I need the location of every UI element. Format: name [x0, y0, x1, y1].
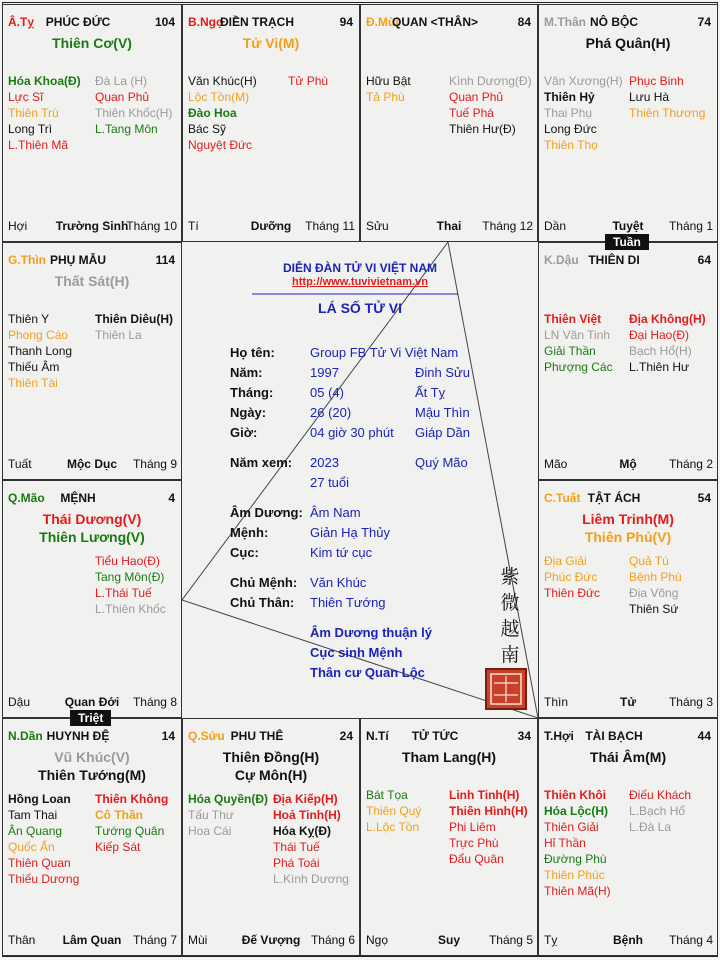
- main-star: Tử Vi(M): [242, 35, 300, 51]
- palace-age: 54: [697, 491, 711, 505]
- palace-month: Tháng 12: [482, 219, 533, 233]
- minor-star: Đại Hao(Đ): [629, 328, 690, 342]
- main-star: Thiên Cơ(V): [52, 35, 132, 51]
- main-stars: [3, 272, 181, 290]
- minor-star: Quan Phủ: [95, 90, 150, 104]
- palace-name: TỬ TỨC: [411, 729, 459, 743]
- main-star: Liêm Trinh(M): [582, 511, 674, 527]
- minor-star: Tuế Phá: [449, 106, 494, 120]
- palace-mui: [360, 4, 538, 242]
- minor-star: Thiên Hư(Đ): [449, 122, 516, 136]
- minor-star: Thiên Quý: [366, 804, 422, 818]
- palace-hoi: [538, 718, 718, 956]
- minor-star: Tử Phù: [288, 74, 329, 88]
- red-seal-icon: [485, 668, 527, 710]
- minor-star: Thiên Khốc(H): [95, 106, 173, 120]
- palace-dan: [2, 718, 182, 956]
- minor-star: Hồng Loan: [8, 792, 71, 806]
- main-star: Thiên Đồng(H): [222, 749, 320, 765]
- minor-stars-right: [95, 791, 168, 855]
- main-star: Phá Quân(H): [585, 35, 671, 51]
- info-value-2: Mậu Thìn: [415, 405, 470, 420]
- palace-branch: Q.Sửu: [188, 729, 225, 743]
- info-value: Thiên Tướng: [310, 595, 386, 610]
- palace-age: 74: [697, 15, 711, 29]
- minor-stars-right: [288, 73, 328, 89]
- palace-earthly-branch: Tuất: [8, 457, 32, 471]
- palace-month: Tháng 3: [668, 695, 713, 709]
- palace-branch: M.Thân: [544, 15, 586, 29]
- palace-life-stage: Đế Vượng: [241, 933, 301, 947]
- vertical-calligraphy: [498, 564, 522, 668]
- palace-age: 34: [517, 729, 531, 743]
- minor-star: Thiên La: [95, 328, 142, 342]
- minor-star: Bạch Hổ(H): [629, 344, 692, 358]
- info-value: 1997: [310, 365, 339, 380]
- main-stars: [539, 34, 717, 52]
- minor-star: Thiên Hình(H): [449, 804, 528, 818]
- palace-earthly-branch: Tỵ: [544, 933, 558, 947]
- palace-month: Tháng 1: [668, 219, 713, 233]
- palace-branch: K.Dậu: [544, 253, 579, 267]
- minor-star: Địa Kiếp(H): [273, 792, 338, 806]
- minor-star: Phá Toái: [273, 856, 320, 870]
- minor-star: Địa Võng: [629, 586, 679, 600]
- minor-star: Thiên Mã(H): [544, 884, 611, 898]
- minor-star: Bác Sỹ: [188, 122, 227, 136]
- minor-star: Phục Binh: [629, 74, 684, 88]
- minor-star: L.Kình Dương: [273, 872, 349, 886]
- footer-line-2: Cục sinh Mệnh: [310, 645, 403, 660]
- palace-month: Tháng 11: [305, 219, 355, 233]
- vertical-char: 紫: [500, 566, 520, 588]
- minor-stars-right: [629, 787, 691, 835]
- palace-life-stage: Quan Đới: [64, 695, 120, 709]
- minor-star: Thiên Thọ: [544, 138, 598, 152]
- minor-stars-right: [449, 787, 528, 867]
- info-value-2: Giáp Dần: [415, 425, 470, 440]
- tuan-badge: Tuần: [605, 234, 649, 250]
- info-value: 26 (20): [310, 405, 352, 420]
- minor-star: Trực Phù: [449, 836, 499, 850]
- minor-stars-left: [188, 791, 268, 839]
- footer-line-1: Âm Dương thuận lý: [310, 625, 432, 640]
- minor-stars-left: [544, 73, 623, 153]
- minor-star: LN Văn Tinh: [544, 328, 611, 342]
- minor-star: Phúc Đức: [544, 570, 598, 584]
- info-value: 2023: [310, 455, 339, 470]
- minor-star: Thiên Phúc: [544, 868, 605, 882]
- minor-star: Thiên Trù: [8, 106, 59, 120]
- info-label: Năm:: [230, 365, 263, 380]
- info-value: Kim tứ cục: [310, 545, 373, 560]
- palace-thin: [2, 242, 182, 480]
- minor-star: Hóa Lộc(H): [544, 804, 608, 818]
- minor-star: Thiên Hỷ: [544, 90, 595, 104]
- minor-stars-right: [95, 73, 172, 137]
- palace-name: MỆNH: [60, 491, 96, 505]
- info-value-2: Ất Tỵ: [415, 385, 446, 400]
- minor-star: Điếu Khách: [629, 788, 692, 802]
- site-url[interactable]: http://www.tuvivietnam.vn: [292, 276, 428, 288]
- palace-branch: C.Tuất: [544, 491, 581, 505]
- minor-star: Văn Khúc(H): [188, 74, 257, 88]
- palace-earthly-branch: Mão: [544, 457, 568, 471]
- minor-star: Thiên Khôi: [544, 788, 606, 802]
- center-panel: [182, 242, 538, 718]
- minor-star: Văn Xương(H): [544, 74, 623, 88]
- palace-age: 24: [339, 729, 353, 743]
- minor-stars-right: [629, 311, 706, 375]
- palace-earthly-branch: Dậu: [8, 695, 31, 709]
- palace-age: 44: [697, 729, 711, 743]
- palace-month: Tháng 9: [132, 457, 177, 471]
- forum-title: DIỄN ĐÀN TỬ VI VIỆT NAM: [283, 261, 437, 275]
- palace-age: 114: [155, 253, 175, 267]
- palace-life-stage: Mộc Dục: [66, 457, 117, 471]
- palace-earthly-branch: Thân: [8, 933, 36, 947]
- info-value: Giản Hạ Thủy: [310, 525, 390, 540]
- minor-star: Bệnh Phù: [629, 570, 682, 584]
- palace-name: ĐIỀN TRẠCH: [220, 15, 294, 29]
- chart-heading: LÁ SỐ TỬ VI: [318, 300, 402, 316]
- minor-star: Hóa Khoa(Đ): [8, 74, 81, 88]
- main-stars: [3, 748, 181, 784]
- minor-star: Hóa Quyền(Đ): [188, 792, 269, 806]
- palace-branch: T.Hợi: [544, 729, 574, 743]
- info-label: Giờ:: [230, 425, 258, 440]
- palace-branch: N.Dần: [8, 729, 43, 743]
- palace-earthly-branch: Thìn: [544, 695, 569, 709]
- palace-tuat: [538, 480, 718, 718]
- minor-star: Tiểu Hao(Đ): [95, 554, 160, 568]
- minor-star: Tả Phù: [366, 90, 405, 104]
- minor-star: Tam Thai: [8, 808, 58, 822]
- minor-star: L.Thiên Khốc: [95, 602, 166, 616]
- minor-star: L.Lộc Tồn: [366, 820, 420, 834]
- palace-name: NÔ BỘC: [590, 15, 638, 29]
- info-label: Chủ Mệnh:: [230, 575, 298, 590]
- palace-life-stage: Suy: [437, 933, 460, 947]
- minor-star: L.Thái Tuế: [95, 586, 152, 600]
- main-star: Tham Lang(H): [401, 749, 497, 765]
- palace-month: Tháng 8: [132, 695, 177, 709]
- palace-suu: [182, 718, 360, 956]
- palace-month: Tháng 2: [668, 457, 713, 471]
- minor-star: Thiên Việt: [544, 312, 602, 326]
- palace-than: [538, 4, 718, 242]
- minor-star: L.Thiên Hư: [629, 360, 690, 374]
- palace-ti: [360, 718, 538, 956]
- palace-life-stage: Tuyệt: [612, 219, 644, 233]
- palace-mao: [2, 480, 182, 718]
- minor-star: L.Đà La: [629, 820, 672, 834]
- minor-stars-right: [95, 311, 173, 343]
- minor-star: Hỉ Thần: [544, 836, 586, 850]
- minor-stars-left: [544, 311, 613, 375]
- palace-month: Tháng 10: [126, 219, 177, 233]
- main-stars: [183, 748, 359, 784]
- palace-month: Tháng 5: [488, 933, 533, 947]
- main-star: Vũ Khúc(V): [54, 749, 130, 765]
- minor-star: Tang Môn(Đ): [95, 570, 165, 584]
- vertical-char: 越: [500, 618, 520, 640]
- main-star: Thiên Phủ(V): [584, 529, 672, 545]
- minor-star: Lưu Hà: [629, 90, 670, 104]
- minor-star: Thiên Sứ: [629, 602, 679, 616]
- palace-name: PHU THÊ: [230, 729, 284, 743]
- minor-star: Thiên Đức: [544, 586, 601, 600]
- info-label: Tháng:: [230, 385, 274, 400]
- minor-star: Thiếu Dương: [8, 872, 80, 886]
- main-stars: [361, 748, 537, 766]
- minor-star: Tấu Thư: [188, 808, 234, 822]
- palace-branch: Đ.Mùi: [366, 15, 399, 29]
- palace-earthly-branch: Dần: [544, 219, 567, 233]
- minor-stars-left: [8, 73, 81, 153]
- palace-earthly-branch: Ngọ: [366, 933, 389, 947]
- palace-name: QUAN <THÂN>: [391, 15, 478, 29]
- palace-ngo: [182, 4, 360, 242]
- minor-star: Thiên Diêu(H): [95, 312, 173, 326]
- main-stars: [183, 34, 359, 52]
- vertical-char: 微: [500, 592, 520, 614]
- info-label: Ngày:: [230, 405, 267, 420]
- minor-star: L.Tang Môn: [95, 122, 158, 136]
- minor-star: Ân Quang: [8, 824, 63, 838]
- minor-stars-left: [8, 791, 79, 887]
- palace-month: Tháng 7: [132, 933, 177, 947]
- minor-star: Linh Tinh(H): [449, 788, 520, 802]
- info-label: Âm Dương:: [230, 505, 303, 520]
- triet-badge: Triệt: [70, 710, 111, 726]
- minor-star: Nguyệt Đức: [188, 138, 253, 152]
- minor-star: Thiên Quan: [8, 856, 71, 870]
- minor-star: Long Trì: [8, 122, 53, 136]
- palace-dau: [538, 242, 718, 480]
- minor-star: Thiếu Âm: [8, 360, 60, 374]
- minor-stars-right: [629, 553, 682, 617]
- palace-name: TÀI BẠCH: [585, 729, 643, 743]
- palace-name: HUYNH ĐỆ: [46, 729, 110, 743]
- main-star: Cự Môn(H): [234, 767, 308, 783]
- minor-star: Địa Giải: [544, 554, 587, 568]
- info-value-2: Quý Mão: [415, 455, 468, 470]
- minor-star: Bát Tọa: [366, 788, 408, 802]
- minor-star: L.Thiên Mã: [8, 138, 69, 152]
- info-value: Group FB Tử Vi Việt Nam: [310, 345, 459, 360]
- palace-age: 84: [517, 15, 531, 29]
- minor-star: Quả Tú: [629, 554, 669, 568]
- info-value: Âm Nam: [310, 505, 361, 520]
- palace-age: 4: [168, 491, 175, 505]
- minor-stars-left: [366, 73, 411, 105]
- palace-earthly-branch: Sửu: [366, 219, 389, 233]
- minor-star: Thái Tuế: [273, 840, 320, 854]
- minor-star: Hoa Cái: [188, 824, 232, 838]
- info-label: Năm xem:: [230, 455, 293, 470]
- palace-name: TẬT ÁCH: [587, 491, 641, 505]
- info-value: 27 tuổi: [310, 475, 350, 490]
- minor-star: Thai Phụ: [544, 106, 593, 120]
- palace-age: 104: [154, 15, 175, 29]
- palace-age: 64: [697, 253, 711, 267]
- palace-earthly-branch: Hợi: [8, 219, 28, 233]
- minor-star: Lực Sĩ: [8, 90, 44, 104]
- minor-stars-right: [629, 73, 705, 121]
- palace-earthly-branch: Mùi: [188, 933, 208, 947]
- palace-ty: [2, 4, 182, 242]
- palace-earthly-branch: Tí: [188, 219, 199, 233]
- minor-star: Thiên Y: [8, 312, 50, 326]
- main-star: Thất Sát(H): [54, 273, 130, 289]
- palace-branch: B.Ngọ: [188, 15, 224, 29]
- minor-star: Đà La (H): [95, 74, 148, 88]
- minor-star: Quan Phủ: [449, 90, 504, 104]
- minor-star: Thiên Thương: [629, 106, 706, 120]
- minor-stars-left: [366, 787, 421, 835]
- main-stars: [539, 510, 717, 546]
- palace-life-stage: Lâm Quan: [62, 933, 122, 947]
- minor-star: Đường Phù: [544, 852, 607, 866]
- minor-star: Lộc Tồn(M): [188, 90, 250, 104]
- minor-star: Đào Hoa: [188, 106, 237, 120]
- minor-star: Hóa Kỵ(Đ): [273, 824, 332, 838]
- palace-branch: G.Thìn: [8, 253, 46, 267]
- main-star: Thiên Lương(V): [39, 529, 145, 545]
- minor-stars-right: [273, 791, 349, 887]
- main-stars: [539, 748, 717, 766]
- minor-star: Hoả Tinh(H): [273, 808, 341, 822]
- info-label: Chủ Thân:: [230, 595, 295, 610]
- minor-stars-left: [544, 787, 611, 899]
- palace-age: 94: [339, 15, 353, 29]
- palace-month: Tháng 4: [668, 933, 713, 947]
- palace-branch: Â.Tỵ: [8, 15, 35, 29]
- palace-age: 14: [161, 729, 175, 743]
- minor-star: Địa Không(H): [629, 312, 706, 326]
- main-stars: [3, 34, 181, 52]
- vertical-char: 南: [500, 644, 520, 666]
- minor-star: Long Đức: [544, 122, 597, 136]
- minor-stars-right: [95, 553, 166, 617]
- palace-month: Tháng 6: [310, 933, 355, 947]
- palace-life-stage: Thai: [436, 219, 462, 233]
- main-star: Thái Âm(M): [589, 749, 667, 765]
- info-value: 04 giờ 30 phút: [310, 425, 394, 440]
- palace-life-stage: Dưỡng: [250, 219, 292, 233]
- info-label: Cục:: [230, 545, 259, 560]
- footer-line-3: Thân cư Quan Lộc: [310, 665, 425, 680]
- minor-stars-left: [544, 553, 600, 601]
- info-label: Mệnh:: [230, 525, 269, 540]
- minor-star: Thiên Không: [95, 792, 169, 806]
- palace-life-stage: Tử: [619, 695, 637, 709]
- minor-star: Tướng Quân: [95, 824, 165, 838]
- minor-stars-right: [449, 73, 532, 137]
- minor-star: L.Bạch Hổ: [629, 804, 686, 818]
- palace-life-stage: Bệnh: [613, 933, 643, 947]
- minor-star: Kiếp Sát: [95, 840, 141, 854]
- info-label: Họ tên:: [230, 345, 275, 360]
- minor-star: Đẩu Quân: [449, 852, 504, 866]
- minor-star: Phi Liêm: [449, 820, 496, 834]
- palace-name: PHỤ MẪU: [50, 253, 106, 267]
- main-stars: [3, 510, 181, 546]
- minor-star: Giải Thần: [544, 344, 596, 358]
- minor-stars-left: [188, 73, 257, 153]
- minor-star: Phượng Các: [544, 360, 613, 374]
- main-star: Thái Dương(V): [42, 511, 142, 527]
- palace-branch: N.Tí: [366, 729, 389, 743]
- palace-life-stage: Mộ: [619, 457, 637, 471]
- minor-star: Thiên Tài: [8, 376, 58, 390]
- minor-star: Hữu Bật: [366, 74, 411, 88]
- palace-branch: Q.Mão: [8, 491, 45, 505]
- minor-star: Kình Dương(Đ): [449, 74, 532, 88]
- palace-name: THIÊN DI: [588, 253, 640, 267]
- minor-star: Quốc Ấn: [8, 840, 55, 854]
- info-value-2: Đinh Sửu: [415, 365, 470, 380]
- palace-name: PHÚC ĐỨC: [45, 15, 111, 29]
- info-value: 05 (4): [310, 385, 344, 400]
- minor-star: Cô Thần: [95, 808, 143, 822]
- info-value: Văn Khúc: [310, 575, 367, 590]
- main-star: Thiên Tướng(M): [38, 767, 146, 783]
- minor-stars-left: [8, 311, 72, 391]
- palace-life-stage: Trường Sinh: [55, 219, 129, 233]
- minor-star: Phong Cáo: [8, 328, 69, 342]
- minor-star: Thanh Long: [8, 344, 73, 358]
- minor-star: Thiên Giải: [544, 820, 599, 834]
